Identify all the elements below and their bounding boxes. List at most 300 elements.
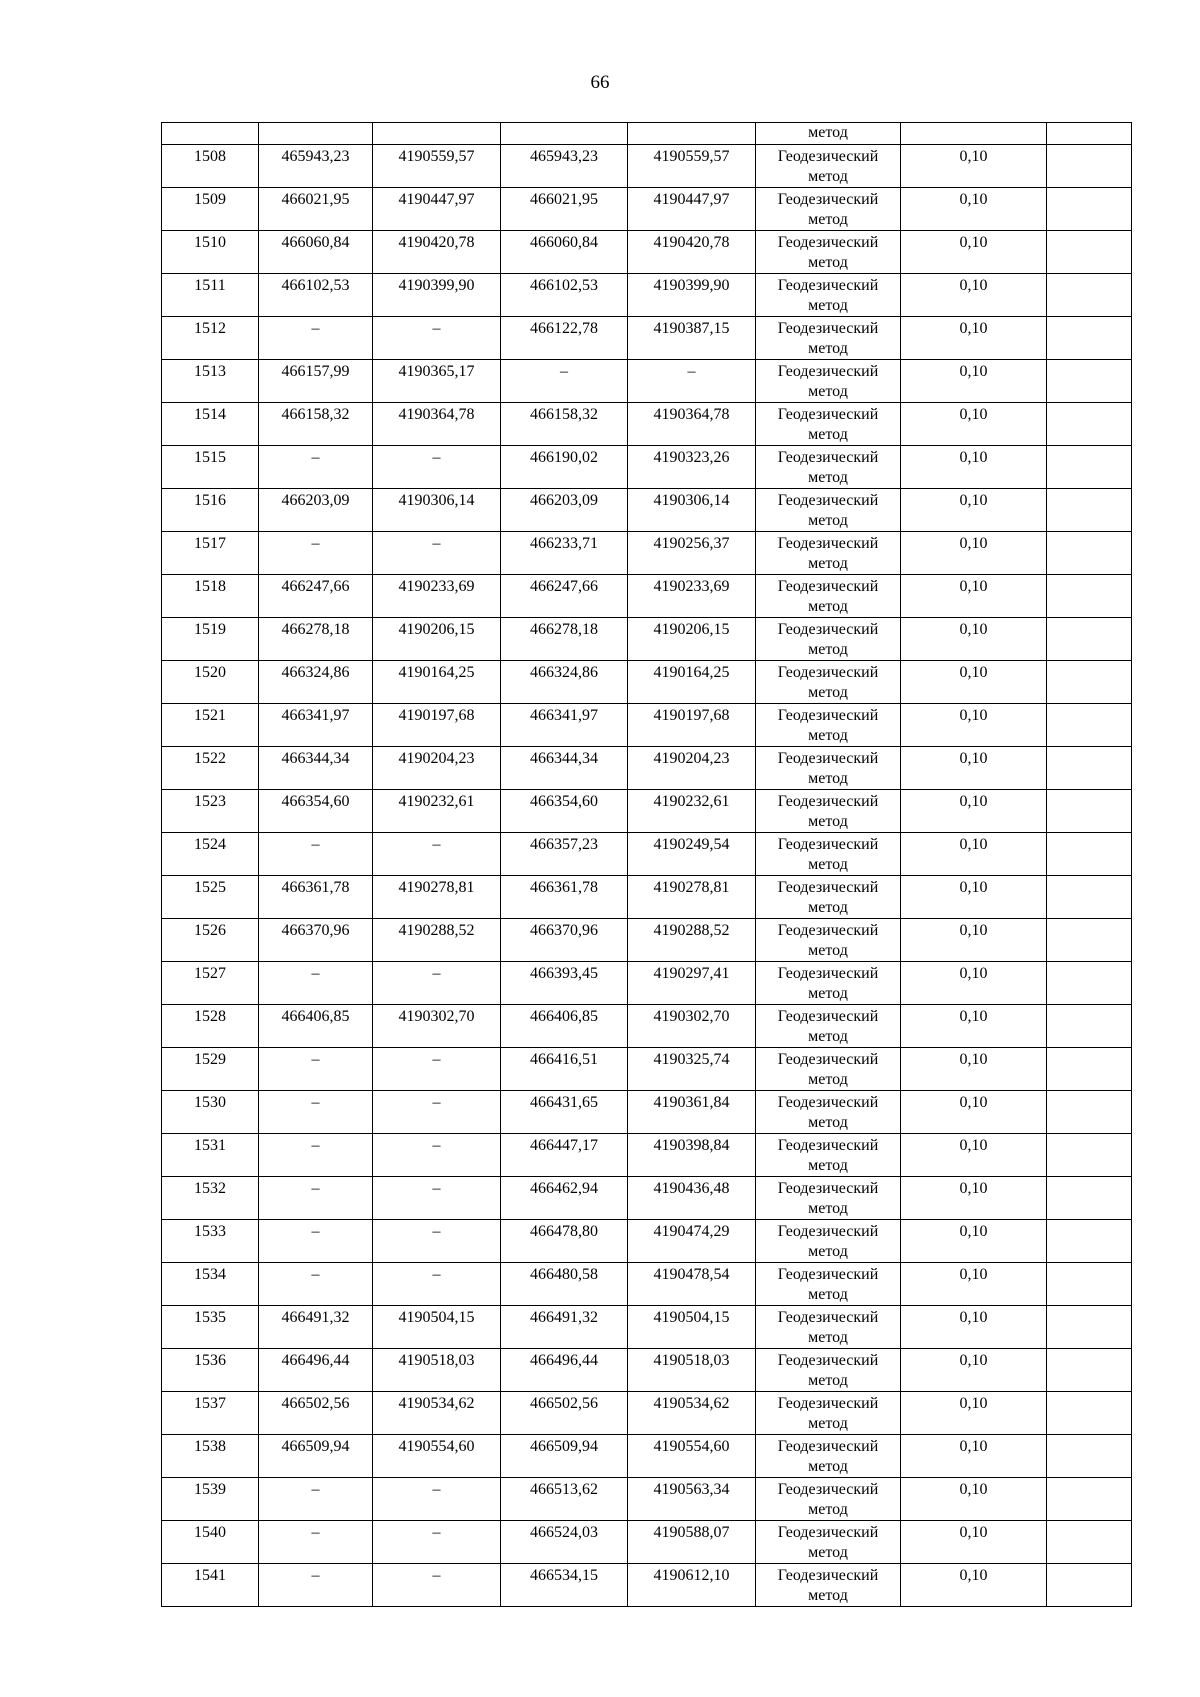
- cell-empty: [1047, 489, 1132, 532]
- cell-accuracy-text: 0,10: [959, 1051, 988, 1068]
- cell-x-refined-text: 466341,97: [530, 707, 598, 724]
- cell-method: [756, 962, 901, 1005]
- cell-point-id-text: 1515: [194, 449, 226, 466]
- cell-y-refined: [628, 317, 756, 360]
- cell-accuracy: [901, 833, 1047, 876]
- method-line1: Геодезический: [777, 836, 879, 853]
- cell-point-id-text: 1520: [194, 664, 226, 681]
- cell-x-existing-text: 466324,86: [281, 664, 350, 681]
- cell-point-id: [162, 1349, 259, 1392]
- cell-x-refined: [501, 489, 628, 532]
- cell-point-id: [162, 876, 259, 919]
- cell-y-refined: [628, 1048, 756, 1091]
- cell-y-existing-text: –: [432, 1180, 441, 1197]
- cell-accuracy-text: 0,10: [959, 1524, 988, 1541]
- cell-empty: [162, 123, 259, 145]
- cell-x-existing: [259, 532, 373, 575]
- cell-method: [756, 188, 901, 231]
- cell-y-refined-text: 4190588,07: [653, 1524, 730, 1541]
- cell-x-refined-text: 466344,34: [530, 750, 598, 767]
- cell-x-existing: [259, 575, 373, 618]
- method-line1: Геодезический: [777, 1309, 879, 1326]
- cell-point-id: [162, 747, 259, 790]
- cell-y-refined-text: 4190420,78: [653, 234, 730, 251]
- table-row: [162, 1478, 1132, 1521]
- cell-empty: [628, 123, 756, 145]
- cell-y-refined: [628, 1220, 756, 1263]
- cell-y-refined: [628, 833, 756, 876]
- cell-y-refined: [628, 1392, 756, 1435]
- table-row: [162, 1048, 1132, 1091]
- cell-method: [756, 489, 901, 532]
- cell-x-refined: [501, 1134, 628, 1177]
- cell-y-existing-text: –: [432, 1094, 441, 1111]
- cell-point-id-text: 1521: [194, 707, 226, 724]
- cell-point-id: [162, 446, 259, 489]
- cell-y-existing: [373, 532, 501, 575]
- cell-x-refined: [501, 1349, 628, 1392]
- cell-x-existing: [259, 833, 373, 876]
- cell-x-refined-text: 466102,53: [530, 277, 598, 294]
- cell-x-refined-text: 466278,18: [530, 621, 598, 638]
- cell-x-existing: [259, 1306, 373, 1349]
- cell-x-existing: [259, 231, 373, 274]
- cell-method: [756, 274, 901, 317]
- cell-x-refined-text: 466502,56: [530, 1395, 598, 1412]
- cell-y-refined-text: 4190563,34: [653, 1481, 730, 1498]
- cell-accuracy: [901, 747, 1047, 790]
- cell-x-refined: [501, 919, 628, 962]
- cell-y-existing: [373, 1005, 501, 1048]
- cell-point-id: [162, 1521, 259, 1564]
- cell-y-refined: [628, 360, 756, 403]
- cell-y-existing: [373, 1478, 501, 1521]
- cell-point-id-text: 1512: [194, 320, 226, 337]
- cell-point-id: [162, 1091, 259, 1134]
- cell-y-existing-text: –: [432, 1266, 441, 1283]
- table-row: [162, 274, 1132, 317]
- cell-x-existing-text: 466502,56: [281, 1395, 350, 1412]
- cell-point-id-text: 1532: [194, 1180, 226, 1197]
- cell-y-existing: [373, 833, 501, 876]
- cell-x-refined: [501, 790, 628, 833]
- cell-point-id-text: 1510: [194, 234, 226, 251]
- cell-accuracy: [901, 1091, 1047, 1134]
- cell-point-id-text: 1526: [194, 922, 226, 939]
- cell-point-id-text: 1536: [194, 1352, 226, 1369]
- cell-y-existing-text: 4190534,62: [398, 1395, 475, 1412]
- cell-point-id: [162, 790, 259, 833]
- cell-x-existing: [259, 360, 373, 403]
- cell-x-existing-text: –: [311, 1180, 320, 1197]
- cell-y-existing: [373, 790, 501, 833]
- cell-y-refined: [628, 919, 756, 962]
- cell-y-refined-text: 4190504,15: [653, 1309, 730, 1326]
- cell-y-existing-text: –: [432, 320, 441, 337]
- cell-y-existing: [373, 231, 501, 274]
- cell-y-refined: [628, 876, 756, 919]
- cell-y-refined-text: 4190232,61: [653, 793, 730, 810]
- cell-method: [756, 1177, 901, 1220]
- cell-y-existing: [373, 1220, 501, 1263]
- cell-accuracy-text: 0,10: [959, 793, 988, 810]
- table-row: [162, 1435, 1132, 1478]
- method-line1: Геодезический: [777, 621, 879, 638]
- cell-point-id: [162, 833, 259, 876]
- cell-point-id: [162, 489, 259, 532]
- cell-y-refined: [628, 446, 756, 489]
- method-line2: метод: [808, 1372, 848, 1389]
- cell-point-id-text: 1527: [194, 965, 226, 982]
- cell-x-existing-text: 466102,53: [281, 277, 350, 294]
- cell-method: [756, 1306, 901, 1349]
- cell-y-existing-text: 4190504,15: [398, 1309, 475, 1326]
- cell-y-existing: [373, 1521, 501, 1564]
- cell-y-refined: [628, 1005, 756, 1048]
- cell-y-existing: [373, 747, 501, 790]
- cell-x-existing-text: 466247,66: [281, 578, 350, 595]
- cell-x-existing-text: 466370,96: [281, 922, 350, 939]
- table-row: [162, 1177, 1132, 1220]
- cell-empty: [1047, 962, 1132, 1005]
- cell-x-refined: [501, 1177, 628, 1220]
- cell-y-refined-text: 4190325,74: [653, 1051, 730, 1068]
- cell-y-refined: [628, 1564, 756, 1607]
- cell-x-refined-text: 466354,60: [530, 793, 598, 810]
- cell-y-refined: [628, 575, 756, 618]
- cell-y-existing-text: 4190278,81: [398, 879, 475, 896]
- cell-y-refined: [628, 747, 756, 790]
- cell-x-existing: [259, 145, 373, 188]
- cell-accuracy-text: 0,10: [959, 1180, 988, 1197]
- cell-point-id-text: 1535: [194, 1309, 226, 1326]
- cell-empty: [1047, 919, 1132, 962]
- cell-accuracy: [901, 1306, 1047, 1349]
- method-line1: Геодезический: [777, 148, 879, 165]
- cell-method: [756, 1091, 901, 1134]
- cell-point-id: [162, 532, 259, 575]
- method-line2: метод: [808, 727, 848, 744]
- cell-x-refined-text: 466233,71: [530, 535, 598, 552]
- cell-accuracy-text: 0,10: [959, 277, 988, 294]
- cell-accuracy-text: 0,10: [959, 406, 988, 423]
- cell-accuracy-text: 0,10: [959, 191, 988, 208]
- cell-empty: [1047, 1091, 1132, 1134]
- cell-x-refined-text: 466416,51: [530, 1051, 598, 1068]
- method-line1: Геодезический: [777, 578, 879, 595]
- cell-point-id-text: 1522: [194, 750, 226, 767]
- cell-method: [756, 1005, 901, 1048]
- method-line1: Геодезический: [777, 492, 879, 509]
- method-line1: Геодезический: [777, 879, 879, 896]
- method-line2: метод: [808, 555, 848, 572]
- table-row: [162, 1005, 1132, 1048]
- cell-y-refined-text: 4190364,78: [653, 406, 730, 423]
- table-row: [162, 704, 1132, 747]
- cell-x-refined: [501, 403, 628, 446]
- cell-x-refined: [501, 618, 628, 661]
- cell-x-refined-text: 466190,02: [530, 449, 598, 466]
- method-line1: Геодезический: [777, 1266, 879, 1283]
- cell-y-refined: [628, 274, 756, 317]
- cell-accuracy: [901, 618, 1047, 661]
- cell-point-id: [162, 274, 259, 317]
- table-row: [162, 360, 1132, 403]
- cell-accuracy: [901, 1478, 1047, 1521]
- cell-x-refined-text: 466447,17: [530, 1137, 598, 1154]
- cell-y-existing-text: 4190232,61: [398, 793, 475, 810]
- cell-method: [756, 532, 901, 575]
- cell-x-existing: [259, 1005, 373, 1048]
- cell-empty: [259, 123, 373, 145]
- method-line1: Геодезический: [777, 1094, 879, 1111]
- cell-y-existing-text: –: [432, 965, 441, 982]
- cell-method: [756, 446, 901, 489]
- method-line2: метод: [808, 1286, 848, 1303]
- method-line2: метод: [808, 254, 848, 271]
- table-row: [162, 962, 1132, 1005]
- cell-y-refined-text: 4190554,60: [653, 1438, 730, 1455]
- cell-empty: [1047, 1220, 1132, 1263]
- cell-accuracy: [901, 1263, 1047, 1306]
- cell-y-existing: [373, 1349, 501, 1392]
- cell-y-existing-text: 4190554,60: [398, 1438, 475, 1455]
- cell-point-id-text: 1511: [194, 277, 226, 294]
- cell-point-id: [162, 317, 259, 360]
- cell-accuracy: [901, 919, 1047, 962]
- cell-accuracy-text: 0,10: [959, 1137, 988, 1154]
- cell-x-existing: [259, 403, 373, 446]
- cell-x-refined-text: 466203,09: [530, 492, 598, 509]
- method-line1: Геодезический: [777, 1223, 879, 1240]
- cell-x-refined: [501, 661, 628, 704]
- cell-x-existing-text: 466491,32: [281, 1309, 350, 1326]
- cell-method: [756, 360, 901, 403]
- method-line2: метод: [808, 168, 848, 185]
- cell-empty: [1047, 1306, 1132, 1349]
- cell-y-existing: [373, 1435, 501, 1478]
- cell-y-refined-text: 4190206,15: [653, 621, 730, 638]
- method-line1: Геодезический: [777, 922, 879, 939]
- cell-method: [756, 575, 901, 618]
- cell-point-id: [162, 403, 259, 446]
- cell-method: [756, 1521, 901, 1564]
- cell-x-existing: [259, 704, 373, 747]
- cell-accuracy: [901, 231, 1047, 274]
- cell-point-id-text: 1508: [194, 148, 226, 165]
- cell-point-id: [162, 231, 259, 274]
- cell-y-refined-text: 4190534,62: [653, 1395, 730, 1412]
- cell-y-refined: [628, 1478, 756, 1521]
- cell-empty: [501, 123, 628, 145]
- cell-x-refined-text: 466524,03: [530, 1524, 598, 1541]
- method-line2: метод: [808, 1200, 848, 1217]
- cell-x-existing: [259, 876, 373, 919]
- cell-accuracy: [901, 403, 1047, 446]
- cell-empty: [1047, 403, 1132, 446]
- method-line2: метод: [808, 1243, 848, 1260]
- cell-x-refined-text: 466060,84: [530, 234, 598, 251]
- cell-y-refined: [628, 790, 756, 833]
- cell-x-refined: [501, 1263, 628, 1306]
- cell-point-id: [162, 188, 259, 231]
- cell-x-existing: [259, 1091, 373, 1134]
- table-row: [162, 1564, 1132, 1607]
- cell-accuracy-text: 0,10: [959, 836, 988, 853]
- method-line2: метод: [808, 856, 848, 873]
- cell-point-id-text: 1518: [194, 578, 226, 595]
- method-line1: Геодезический: [777, 707, 879, 724]
- cell-y-existing: [373, 446, 501, 489]
- cell-empty: [1047, 532, 1132, 575]
- cell-method: [756, 317, 901, 360]
- cell-y-existing-text: 4190204,23: [398, 750, 475, 767]
- cell-empty: [1047, 446, 1132, 489]
- cell-accuracy: [901, 1048, 1047, 1091]
- cell-accuracy: [901, 188, 1047, 231]
- cell-x-existing-text: 466509,94: [281, 1438, 350, 1455]
- table-row: [162, 876, 1132, 919]
- cell-empty: [1047, 618, 1132, 661]
- cell-y-refined: [628, 532, 756, 575]
- method-line2: метод: [808, 1071, 848, 1088]
- cell-x-refined: [501, 1048, 628, 1091]
- cell-y-existing: [373, 661, 501, 704]
- cell-y-existing: [373, 1306, 501, 1349]
- cell-x-existing: [259, 962, 373, 1005]
- method-line1: Геодезический: [777, 1567, 879, 1584]
- cell-accuracy-text: 0,10: [959, 879, 988, 896]
- cell-y-refined-text: –: [687, 363, 696, 380]
- cell-y-refined-text: 4190447,97: [653, 191, 730, 208]
- cell-accuracy: [901, 489, 1047, 532]
- cell-empty: [1047, 1134, 1132, 1177]
- cell-point-id: [162, 1134, 259, 1177]
- cell-accuracy: [901, 962, 1047, 1005]
- cell-y-existing: [373, 1091, 501, 1134]
- cell-accuracy: [901, 1005, 1047, 1048]
- cell-y-existing: [373, 704, 501, 747]
- cell-point-id: [162, 1048, 259, 1091]
- cell-y-existing-text: 4190559,57: [398, 148, 475, 165]
- cell-method: [756, 1478, 901, 1521]
- cell-x-existing: [259, 1263, 373, 1306]
- cell-x-existing-text: –: [311, 449, 320, 466]
- cell-x-refined: [501, 360, 628, 403]
- table-row: [162, 145, 1132, 188]
- cell-x-refined-text: 465943,23: [530, 148, 598, 165]
- cell-point-id: [162, 1478, 259, 1521]
- cell-y-refined-text: 4190204,23: [653, 750, 730, 767]
- table-row: [162, 403, 1132, 446]
- cell-y-existing: [373, 1048, 501, 1091]
- method-line1: Геодезический: [777, 277, 879, 294]
- cell-x-existing: [259, 274, 373, 317]
- cell-y-existing-text: 4190518,03: [398, 1352, 475, 1369]
- cell-accuracy: [901, 704, 1047, 747]
- table-row: [162, 618, 1132, 661]
- cell-empty: [1047, 833, 1132, 876]
- cell-y-existing: [373, 1263, 501, 1306]
- cell-y-existing: [373, 575, 501, 618]
- cell-x-existing-text: 466158,32: [281, 406, 350, 423]
- cell-empty: [1047, 1005, 1132, 1048]
- cell-y-existing: [373, 145, 501, 188]
- cell-empty: [1047, 123, 1132, 145]
- cell-y-existing-text: 4190447,97: [398, 191, 475, 208]
- cell-method: [756, 876, 901, 919]
- cell-x-existing-text: –: [311, 1223, 320, 1240]
- cell-x-existing-text: 465943,23: [281, 148, 350, 165]
- method-line2: метод: [808, 684, 848, 701]
- table-row: [162, 1091, 1132, 1134]
- cell-empty: [901, 123, 1047, 145]
- cell-y-existing-text: 4190164,25: [398, 664, 475, 681]
- cell-x-existing-text: 466361,78: [281, 879, 350, 896]
- cell-x-refined: [501, 274, 628, 317]
- cell-x-existing-text: –: [311, 1567, 320, 1584]
- cell-accuracy-text: 0,10: [959, 535, 988, 552]
- cell-x-refined: [501, 1005, 628, 1048]
- cell-accuracy: [901, 1564, 1047, 1607]
- cell-method: [756, 403, 901, 446]
- method-line1: Геодезический: [777, 1352, 879, 1369]
- cell-point-id-text: 1528: [194, 1008, 226, 1025]
- cell-y-refined: [628, 1263, 756, 1306]
- cell-point-id-text: 1525: [194, 879, 226, 896]
- cell-empty: [1047, 274, 1132, 317]
- cell-empty: [1047, 317, 1132, 360]
- cell-x-refined-text: 466496,44: [530, 1352, 598, 1369]
- cell-y-refined-text: 4190398,84: [653, 1137, 730, 1154]
- cell-x-refined-text: 466462,94: [530, 1180, 598, 1197]
- cell-y-existing-text: 4190365,17: [398, 363, 475, 380]
- cell-x-existing-text: 466406,85: [281, 1008, 350, 1025]
- cell-x-existing-text: 466341,97: [281, 707, 350, 724]
- method-line1: Геодезический: [777, 406, 879, 423]
- cell-empty: [1047, 1263, 1132, 1306]
- cell-x-refined: [501, 747, 628, 790]
- cell-y-refined: [628, 231, 756, 274]
- cell-accuracy-text: 0,10: [959, 621, 988, 638]
- cell-point-id-text: 1539: [194, 1481, 226, 1498]
- cell-method: [756, 1392, 901, 1435]
- cell-point-id-text: 1509: [194, 191, 226, 208]
- cell-y-refined: [628, 1177, 756, 1220]
- cell-y-existing: [373, 489, 501, 532]
- cell-accuracy-text: 0,10: [959, 1481, 988, 1498]
- table-row: [162, 1521, 1132, 1564]
- table-row: [162, 446, 1132, 489]
- cell-accuracy-text: 0,10: [959, 1094, 988, 1111]
- cell-method: [756, 1220, 901, 1263]
- cell-method: [756, 1134, 901, 1177]
- cell-x-existing-text: –: [311, 1481, 320, 1498]
- method-line2: метод: [808, 1329, 848, 1346]
- method-line2: метод: [808, 211, 848, 228]
- cell-x-refined: [501, 1435, 628, 1478]
- cell-y-existing: [373, 274, 501, 317]
- cell-empty: [1047, 661, 1132, 704]
- cell-method: [756, 231, 901, 274]
- cell-x-existing-text: 466344,34: [281, 750, 350, 767]
- method-line1: Геодезический: [777, 1438, 879, 1455]
- cell-point-id: [162, 1177, 259, 1220]
- cell-accuracy-text: 0,10: [959, 449, 988, 466]
- cell-accuracy-text: 0,10: [959, 234, 988, 251]
- cell-x-existing: [259, 1177, 373, 1220]
- method-line2: метод: [808, 383, 848, 400]
